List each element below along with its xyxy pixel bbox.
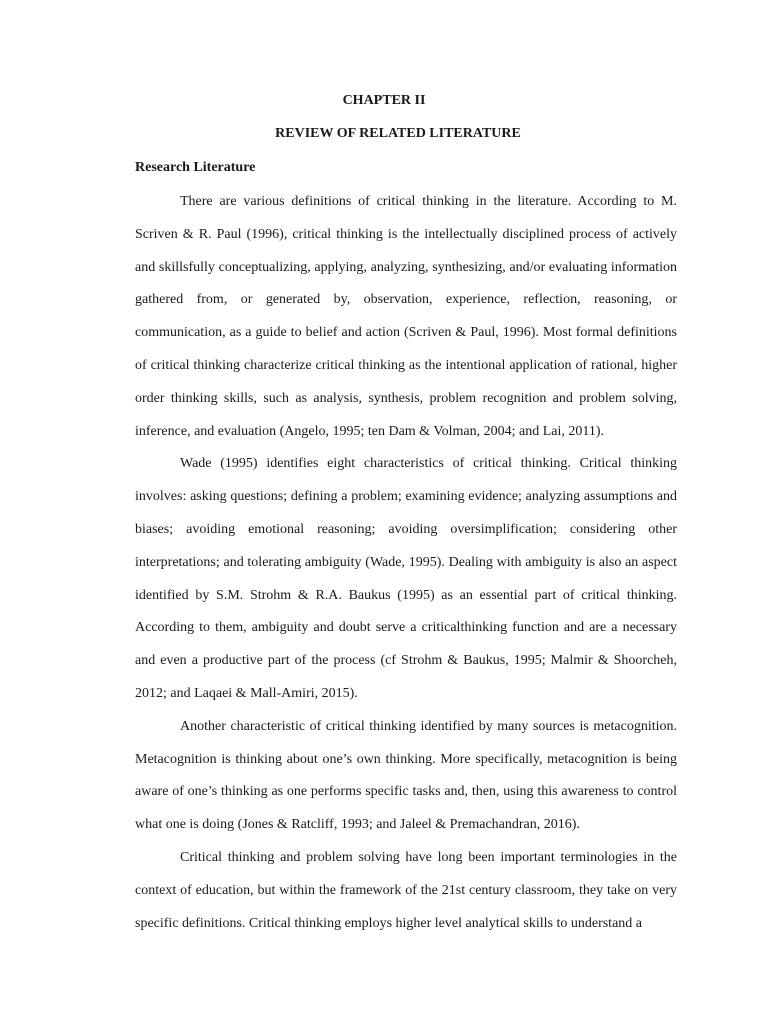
- paragraph-1: There are various definitions of critical thinking in the literature. According to M. Scriven & R. Paul (1996), critical thinking is the intellectually disciplined process of actively and skillsfully conceptualizing, applying, analyzing, synthesizing, and/or evaluating information gathered from, or generated by, observation, experience, reflection, reasoning, or communication, as a guide to belief and action (Scriven & Paul, 1996). Most formal definitions of critical thinking characterize critical thinking as the intentional application of rational, higher order thinking skills, such as analysis, synthesis, problem recognition and problem solving, inference, and evaluation (Angelo, 1995; ten Dam & Volman, 2004; and Lai, 2011).: [135, 194, 677, 439]
- body-text: [135, 186, 677, 940]
- section-title: REVIEW OF RELATED LITERATURE: [275, 126, 521, 141]
- chapter-heading: CHAPTER II: [342, 93, 426, 108]
- paragraph-2: Wade (1995) identifies eight characteristics of critical thinking. Critical thinking involves: asking questions; defining a problem; examining evidence; analyzing assumptions and biases; avoiding emotional reasoning; avoiding oversimplification; considering other interpretations; and tolerating ambiguity (Wade, 1995). Dealing with ambiguity is also an aspect identified by S.M. Strohm & R.A. Baukus (1995) as an essential part of critical thinking. According to them, ambiguity and doubt serve a criticalthinking function and are a necessary and even a productive part of the process (cf Strohm & Baukus, 1995; Malmir & Shoorcheh, 2012; and Laqaei & Mall-Amiri, 2015).: [135, 456, 677, 701]
- subheading: Research Literature: [135, 160, 256, 175]
- paragraph-4: Critical thinking and problem solving have long been important terminologies in the context of education, but within the framework of the 21st century classroom, they take on very specific definitions. Critical thinking employs higher level analytical skills to understand a: [135, 849, 677, 931]
- paragraph-3: Another characteristic of critical thinking identified by many sources is metacognition. Metacognition is thinking about one’s own thinking. More specifically, metacognition is being aware of one’s thinking as one performs specific tasks and, then, using this awareness to control what one is doing (Jones & Ratcliff, 1993; and Jaleel & Premachandran, 2016).: [135, 718, 677, 833]
